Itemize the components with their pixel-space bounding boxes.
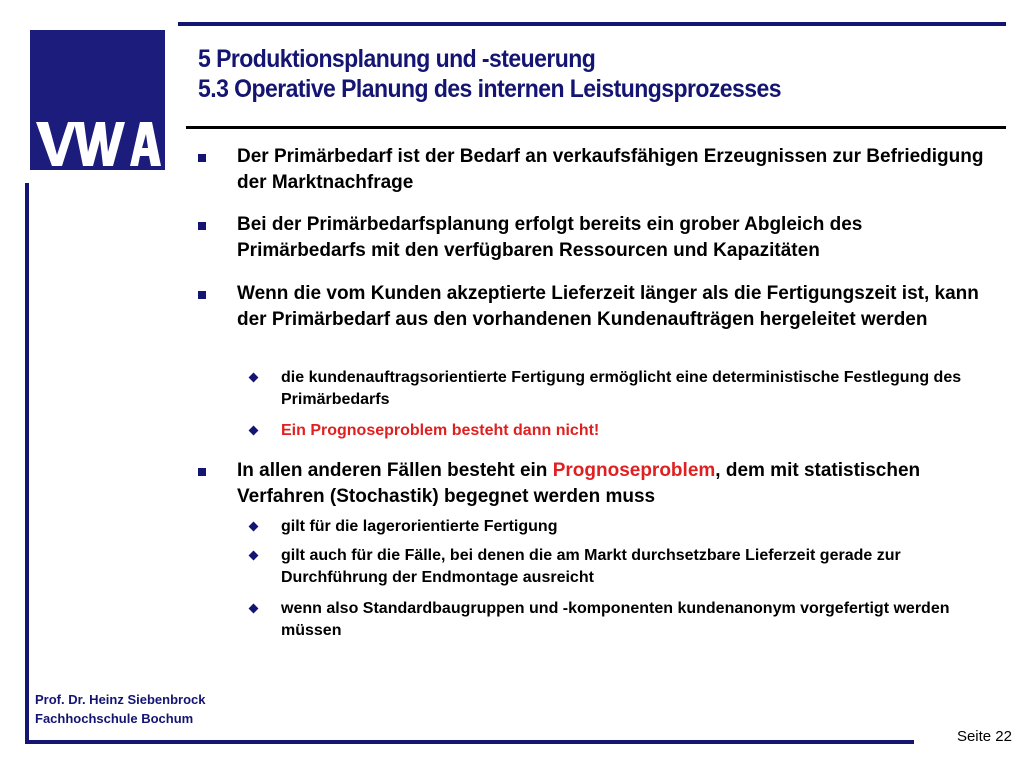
bullet-text-after: , dem mit statistischen Verfahren (Stochastik) begegnet werden muss	[237, 460, 921, 507]
bullet-2	[198, 212, 988, 264]
diamond-bullet-icon	[249, 551, 259, 561]
diamond-bullet-icon	[249, 522, 259, 532]
bottom-rule	[25, 740, 914, 744]
bullet-4	[198, 458, 988, 510]
bullet-text: Der Primärbedarf ist der Bedarf an verkaufsfähigen Erzeugnissen zur Befriedigung der Marktnachfrage	[237, 146, 984, 193]
sub-bullet-3-2	[250, 420, 988, 442]
bullet-text: Bei der Primärbedarfsplanung erfolgt bereits ein grober Abgleich des Primärbedarfs mit den verfügbaren Ressourcen und Kapazitäten	[237, 214, 863, 261]
square-bullet-icon	[198, 468, 206, 476]
sub-bullet-4-1	[250, 516, 988, 538]
sub-bullet-text: Ein Prognoseproblem besteht dann nicht!	[281, 422, 600, 439]
bullet-text-before: In allen anderen Fällen besteht ein	[237, 460, 553, 481]
bullet-3	[198, 281, 988, 333]
bullet-text	[237, 458, 988, 510]
slide-title	[198, 44, 998, 104]
footer-author: Prof. Dr. Heinz Siebenbrock	[35, 692, 206, 707]
square-bullet-icon	[198, 222, 206, 230]
header-rule	[186, 126, 1006, 129]
sub-bullet-text: die kundenauftragsorientierte Fertigung ermöglicht eine deterministische Festlegung des Primärbedarfs	[281, 369, 962, 408]
diamond-bullet-icon	[249, 373, 259, 383]
footer	[35, 690, 206, 728]
highlight-prognoseproblem: Prognoseproblem	[552, 460, 716, 481]
sub-bullet-text: gilt auch für die Fälle, bei denen die am Markt durchsetzbare Lieferzeit gerade zur Durchführung der Endmontage ausreicht	[281, 547, 901, 586]
diamond-bullet-icon	[249, 604, 259, 614]
bullet-text: Wenn die vom Kunden akzeptierte Lieferzeit länger als die Fertigungszeit ist, kann der Primärbedarf aus den vorhandenen Kundenaufträgen hergeleitet werden	[237, 283, 979, 330]
page-number: Seite 22	[956, 728, 1012, 745]
bullet-1	[198, 144, 988, 196]
sub-bullet-4-3	[250, 598, 988, 642]
footer-institution: Fachhochschule Bochum	[35, 711, 194, 726]
left-rule	[25, 183, 29, 742]
sub-bullet-text: gilt für die lagerorientierte Fertigung	[281, 518, 558, 535]
square-bullet-icon	[198, 154, 206, 162]
top-rule	[178, 22, 1006, 26]
sub-bullet-text: wenn also Standardbaugruppen und -komponenten kundenanonym vorgefertigt werden müssen	[281, 600, 950, 639]
sub-bullet-3-1	[250, 367, 988, 411]
sub-bullet-4-2	[250, 545, 988, 589]
square-bullet-icon	[198, 291, 206, 299]
title-line-2: 5.3 Operative Planung des internen Leistungsprozesses	[198, 75, 781, 103]
diamond-bullet-icon	[249, 426, 259, 436]
title-line-1: 5 Produktionsplanung und -steuerung	[198, 45, 596, 73]
vwa-logo-mark	[30, 30, 165, 170]
vwa-logo	[30, 30, 165, 170]
